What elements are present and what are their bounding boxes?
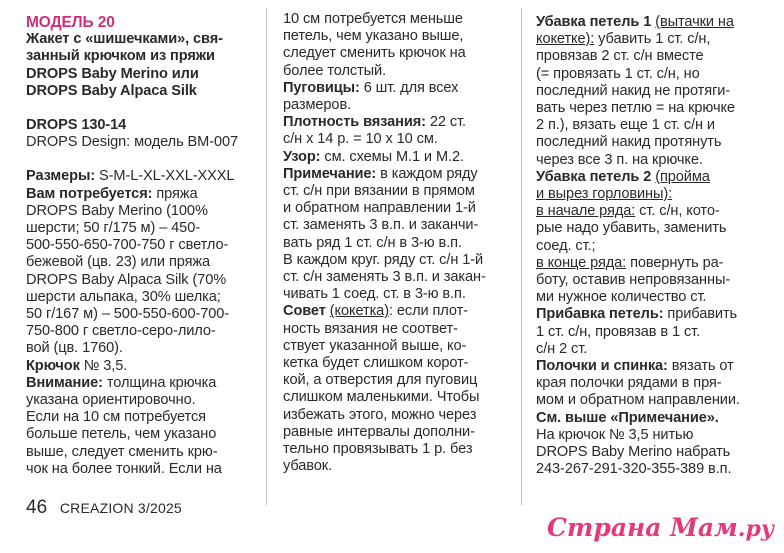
pattern-line: [283, 149, 505, 166]
text-line: вать через петлю = на крючке: [536, 100, 735, 117]
text-line: ность вязания не соответ-: [283, 320, 458, 337]
text-line: избежать этого, можно через: [283, 406, 477, 423]
text-line: размеров.: [283, 97, 352, 114]
column-1: [26, 14, 258, 478]
text-line: ст. заменять 3 в.п. и заканчи-: [283, 217, 479, 234]
pattern-code: DROPS 130-14: [26, 117, 127, 134]
row-start-label: в начале ряда:: [536, 203, 636, 220]
fronts-back-line: [536, 358, 771, 375]
text-line: 1 ст. с/н, провязав в 1 ст.: [536, 323, 701, 340]
density-label: Плотность вязания:: [283, 114, 426, 131]
fronts-back-value: вязать от: [667, 358, 734, 375]
increase-label: Прибавка петель:: [536, 306, 664, 323]
note-value: в каждом ряду: [376, 165, 478, 182]
decrease-1-value: убавить 1 ст. с/н,: [594, 31, 711, 48]
decrease-1-paren-cont: кокетке):: [536, 31, 595, 48]
text-line: ми нужное количество ст.: [536, 289, 707, 306]
text-line: шерсти альпака, 30% шелка;: [26, 288, 221, 305]
pattern-label: Узор:: [283, 148, 321, 165]
text-line: кетка будет слишком корот-: [283, 355, 469, 372]
column-divider: [521, 8, 522, 505]
text-line: слишком маленькими. Чтобы: [283, 389, 480, 406]
text-line: следует сменить крючок на: [283, 45, 466, 62]
text-line: с/н х 14 р. = 10 х 10 см.: [283, 131, 438, 148]
sizes-value: S-M-L-XL-XXL-XXXL: [95, 168, 235, 185]
text-line: провязав 2 ст. с/н вместе: [536, 48, 704, 65]
increase-value: прибавить: [663, 306, 738, 323]
text-line: указана ориентировочно.: [26, 392, 196, 409]
text-line: вать ряд 1 ст. с/н в 3-ю в.п.: [283, 234, 462, 251]
watermark-suffix: .ру: [737, 516, 774, 542]
density-line: [283, 114, 505, 131]
hook-line: [26, 358, 258, 375]
text-line: тельно провязывать 1 р. без: [283, 441, 473, 458]
attention-line: [26, 375, 258, 392]
pattern-value: см. схемы М.1 и М.2.: [320, 148, 464, 165]
model-subtitle: [26, 31, 258, 100]
text-line: выше, следует сменить крю-: [26, 443, 218, 460]
decrease-2-paren-cont: и вырез горловины):: [536, 186, 673, 203]
design-credit: DROPS Design: модель BM-007: [26, 134, 239, 151]
text-line: На крючок № 3,5 нитью: [536, 426, 694, 443]
subtitle-line: Жакет с «шишечками», свя-: [26, 31, 223, 48]
attention-label: Внимание:: [26, 374, 103, 391]
text-line: более толстый.: [283, 62, 387, 79]
row-start-line: [536, 203, 771, 220]
text-line: 750-800 г светло-серо-лило-: [26, 323, 216, 340]
increase-line: [536, 306, 771, 323]
note-label: Примечание:: [283, 165, 377, 182]
subtitle-line: занный крючком из пряжи: [26, 48, 215, 65]
decrease-1-paren: (вытачки на: [655, 14, 734, 30]
advice-label: Совет: [283, 303, 326, 320]
text-line: вой (цв. 1760).: [26, 340, 123, 357]
materials-label: Вам потребуется:: [26, 185, 153, 202]
sizes-line: [26, 168, 258, 185]
text-line: мом и обратном направлении.: [536, 392, 740, 409]
buttons-line: [283, 80, 505, 97]
advice-line: [283, 303, 505, 320]
buttons-label: Пуговицы:: [283, 79, 360, 96]
text-line: (= провязать 1 ст. с/н, но: [536, 65, 700, 82]
text-line: 500-550-650-700-750 г светло-: [26, 237, 229, 254]
text-line: кой, а отверстия для пуговиц: [283, 372, 478, 389]
text-line: ствует указанной выше, ко-: [283, 337, 467, 354]
text-line: В каждом круг. ряду ст. с/н 1-й: [283, 251, 484, 268]
materials-line: [26, 186, 258, 203]
text-line: рые надо убавить, заменить: [536, 220, 727, 237]
text-line: шерсти; 50 г/175 м) – 450-: [26, 220, 200, 237]
decrease-1-label: Убавка петель 1: [536, 14, 652, 30]
materials-value: пряжа: [152, 185, 198, 202]
buttons-value: 6 шт. для всех: [359, 79, 459, 96]
text-line: чивать 1 соед. ст. в 3-ю в.п.: [283, 286, 466, 303]
text-line: 243-267-291-320-355-389 в.п.: [536, 461, 732, 478]
text-line: боту, оставив непровязанны-: [536, 272, 731, 289]
text-line: DROPS Baby Merino (100%: [26, 202, 208, 219]
row-end-value: повернуть ра-: [626, 254, 724, 271]
text-line: Если на 10 см потребуется: [26, 409, 206, 426]
text-line: последний накид протянуть: [536, 134, 722, 151]
advice-paren: (кокетка): [329, 303, 389, 320]
text-line: убавок.: [283, 458, 333, 475]
text-line: бежевой (цв. 23) или пряжа: [26, 254, 211, 271]
text-line: 10 см потребуется меньше: [283, 11, 463, 27]
text-line: ст. с/н при вязании в прямом: [283, 183, 475, 200]
text-line: равные интервалы дополни-: [283, 423, 475, 440]
column-3: [536, 14, 771, 478]
row-end-line: [536, 255, 771, 272]
column-divider: [266, 8, 267, 505]
text-line: с/н 2 ст.: [536, 340, 588, 357]
text-line: петель, чем указано выше,: [283, 28, 464, 45]
subtitle-line: DROPS Baby Alpaca Silk: [26, 82, 197, 99]
row-start-value: ст. с/н, кото-: [635, 203, 720, 220]
advice-value: : если плот-: [388, 303, 468, 320]
attention-value: толщина крючка: [102, 374, 217, 391]
text-line: больше петель, чем указано: [26, 426, 217, 443]
text-line: чок на более тонкий. Если на: [26, 460, 222, 477]
model-title: МОДЕЛЬ 20: [26, 14, 115, 31]
site-watermark: [547, 513, 774, 542]
decrease-2-heading: [536, 169, 771, 186]
text-line: края полочки рядами в пря-: [536, 375, 722, 392]
row-end-label: в конце ряда:: [536, 254, 627, 271]
sizes-label: Размеры:: [26, 168, 96, 185]
page-number: 46: [26, 497, 48, 518]
text-line: соед. ст.;: [536, 237, 596, 254]
hook-label: Крючок: [26, 357, 80, 374]
subtitle-line: DROPS Baby Merino или: [26, 65, 199, 82]
density-value: 22 ст.: [425, 114, 466, 131]
watermark-text: Страна Мам: [547, 513, 738, 542]
text-line: через все 3 п. на крючке.: [536, 151, 703, 168]
decrease-1-heading: [536, 14, 771, 31]
text-line: DROPS Baby Merino набрать: [536, 444, 731, 461]
decrease-2-label: Убавка петель 2: [536, 168, 652, 185]
note-line: [283, 166, 505, 183]
page-footer: [26, 497, 182, 519]
text-line: ст. с/н заменять 3 в.п. и закан-: [283, 269, 486, 286]
text-line: и обратном направлении 1-й: [283, 200, 476, 217]
text-line: 2 п.), вязать еще 1 ст. с/н и: [536, 117, 715, 134]
see-note-line: См. выше «Примечание».: [536, 409, 719, 426]
column-2: [283, 11, 505, 475]
text-line: 50 г/167 м) – 500-550-600-700-: [26, 306, 230, 323]
fronts-back-label: Полочки и спинка:: [536, 358, 668, 375]
decrease-1-line: [536, 31, 771, 48]
text-line: последний накид не протяги-: [536, 82, 731, 99]
magazine-issue: CREAZION 3/2025: [59, 500, 182, 516]
text-line: DROPS Baby Alpaca Silk (70%: [26, 271, 227, 288]
hook-value: № 3,5.: [79, 357, 128, 374]
decrease-2-paren: (пройма: [655, 168, 710, 185]
